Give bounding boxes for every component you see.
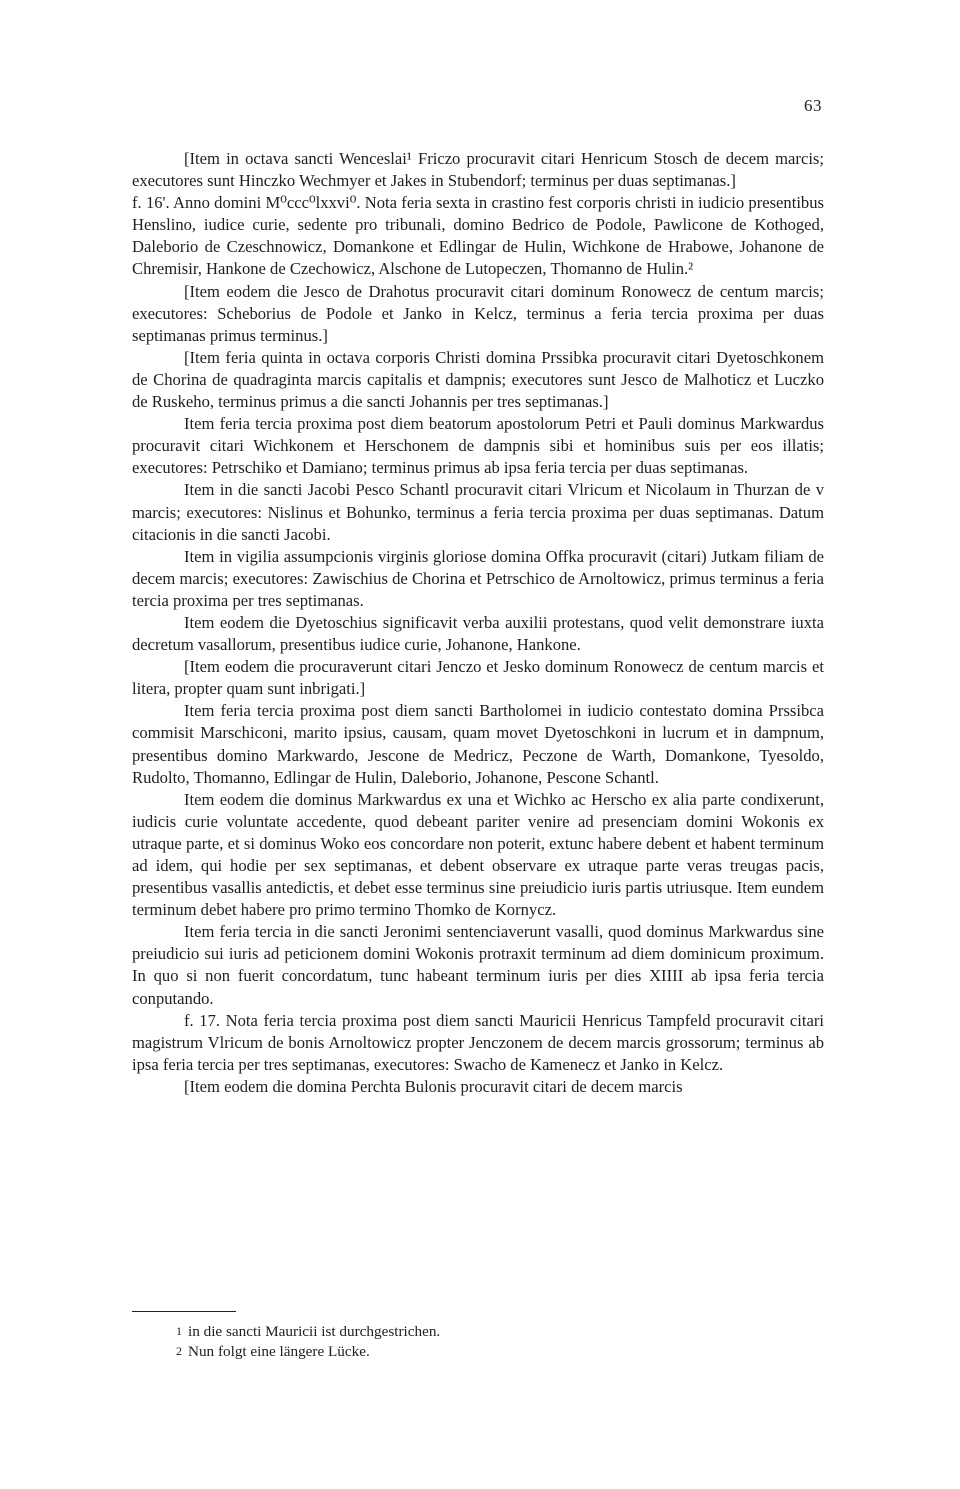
footnote-1 xyxy=(176,1322,776,1342)
paragraph-12: Item feria tercia in die sancti Jeronimi sentenciaverunt vasalli, quod dominus Markwardus sine preiudicio sui iuris ad peticionem domini Wokonis protraxit terminum ad diem dominicum proximum. In quo si non fuerit concordatum, tunc habeant terminum iuris per dies XIIII ab ipsa feria tercia conputando. xyxy=(132,922,824,1008)
footnote-text: Nun folgt eine längere Lücke. xyxy=(188,1343,370,1360)
paragraph-11: Item eodem die dominus Markwardus ex una et Wichko ac Herscho ex alia parte condixerunt, iudicis curie voluntate accedente, quod debeant pariter venire ad presenciam domini Wokonis ex utraque parte, et si dominus Woko eos concordare non poterit, extunc habere debent et habent terminum ad idem, qui hodie per sex septimanas, et debent observare ex utraque parte veras treugas pacis, presentibus vasallis antedictis, et debet esse terminus sine preiudicio iuris partis utriusque. Item eundem terminum debet habere pro primo termino Thomko de Kornycz. xyxy=(132,789,824,920)
paragraph-4: [Item feria quinta in octava corporis Christi domina Prssibka procuravit citari Dyetoschkonem de Chorina de quadraginta marcis capitalis et dampnis; executores sunt Jesco de Malhoticz et Luczko de Ruskeho, terminus primus a die sancti Johannis per tres septimanas.] xyxy=(132,347,824,412)
paragraph-14: [Item eodem die domina Perchta Bulonis procuravit citari de decem marcis xyxy=(184,1076,683,1096)
paragraph-3: [Item eodem die Jesco de Drahotus procuravit citari dominum Ronowecz de centum marcis; executores: Scheborius de Podole et Janko in Kelcz, terminus a feria tercia proxima per duas septimanas primus terminus.] xyxy=(132,281,824,345)
paragraph-6: Item in die sancti Jacobi Pesco Schantl procuravit citari Vlricum et Nicolaum in Thurzan de v marcis; executores: Nislinus et Bohunko, terminus a feria tercia proxima per duas septimanas. Datum citacionis in die sancti Jacobi. xyxy=(132,480,824,544)
paragraph-7: Item in vigilia assumpcionis virginis gloriose domina Offka procuravit (citari) Jutkam filiam de decem marcis; executores: Zawischius de Chorina et Petrschico de Arnoltowicz, primus terminus a feria tercia proxima per tres septimanas. xyxy=(132,546,824,610)
paragraph-8: Item eodem die Dyetoschius significavit verba auxilii protestans, quod velit demonstrare iuxta decretum vasallorum, presentibus iudice curie, Johanone, Hankone. xyxy=(132,612,824,655)
paragraph-5: Item feria tercia proxima post diem beatorum apostolorum Petri et Pauli dominus Markwardus procuravit citari Wichkonem et Herschonem de dampnis sibi et hominibus suis per eos illatis; executores: Petrschiko et Damiano; terminus primus ab ipsa feria tercia per duas septimanas. xyxy=(132,414,824,478)
footnote-mark: 1 xyxy=(176,1324,182,1338)
footnote-divider xyxy=(132,1311,236,1312)
paragraph-2: f. 16'. Anno domini M⁰ccc⁰lxxvi⁰. Nota feria sexta in crastino fest corporis christi in iudicio presentibus Henslino, iudice curie, sedente pro tribunali, domino Bedrico de Podole, Pawlicone de Kothoged, Daleborio de Czeschnowicz, Domankone et Edlingar de Hulin, Wichkone de Hrabowe, Johanone de Chremisir, Hankone de Czechowicz, Alschone de Lutopeczen, Thomanno de Hulin.² xyxy=(132,193,824,279)
page-number: 63 xyxy=(804,96,822,115)
paragraph-13: f. 17. Nota feria tercia proxima post diem sancti Mauricii Henricus Tampfeld procuravit citari magistrum Vlricum de bonis Arnoltowicz propter Jenczonem de decem marcis grossorum; terminus ab ipsa feria tercia per tres septimanas, executores: Swacho de Kamenecz et Janko in Kelcz. xyxy=(132,1010,824,1074)
footnote-mark: 2 xyxy=(176,1344,182,1358)
main-text xyxy=(132,148,824,1098)
footnotes xyxy=(176,1322,776,1362)
footnote-text: in die sancti Mauricii ist durchgestrichen. xyxy=(188,1323,441,1340)
paragraph-1: [Item in octava sancti Wenceslai¹ Friczo procuravit citari Henricum Stosch de decem marcis; executores sunt Hinczko Wechmyer et Jakes in Stubendorf; terminus per duas septimanas.] xyxy=(132,149,824,191)
paragraph-10: Item feria tercia proxima post diem sancti Bartholomei in iudicio contestato domina Prssibca commisit Marschiconi, marito ipsius, causam, quam movet Dyetoschkoni in lucrum et in dampnum, presentibus domino Markwardo, Jescone de Medricz, Peczone de Warth, Domankone, Tyesoldo, Rudolto, Thomanno, Edlingar de Hulin, Daleborio, Johanone, Pescone Schantl. xyxy=(132,701,824,787)
paragraph-9: [Item eodem die procuraverunt citari Jenczo et Jesko dominum Ronowecz de centum marcis et litera, propter quam sunt inbrigati.] xyxy=(132,657,824,699)
footnote-2 xyxy=(176,1342,776,1362)
